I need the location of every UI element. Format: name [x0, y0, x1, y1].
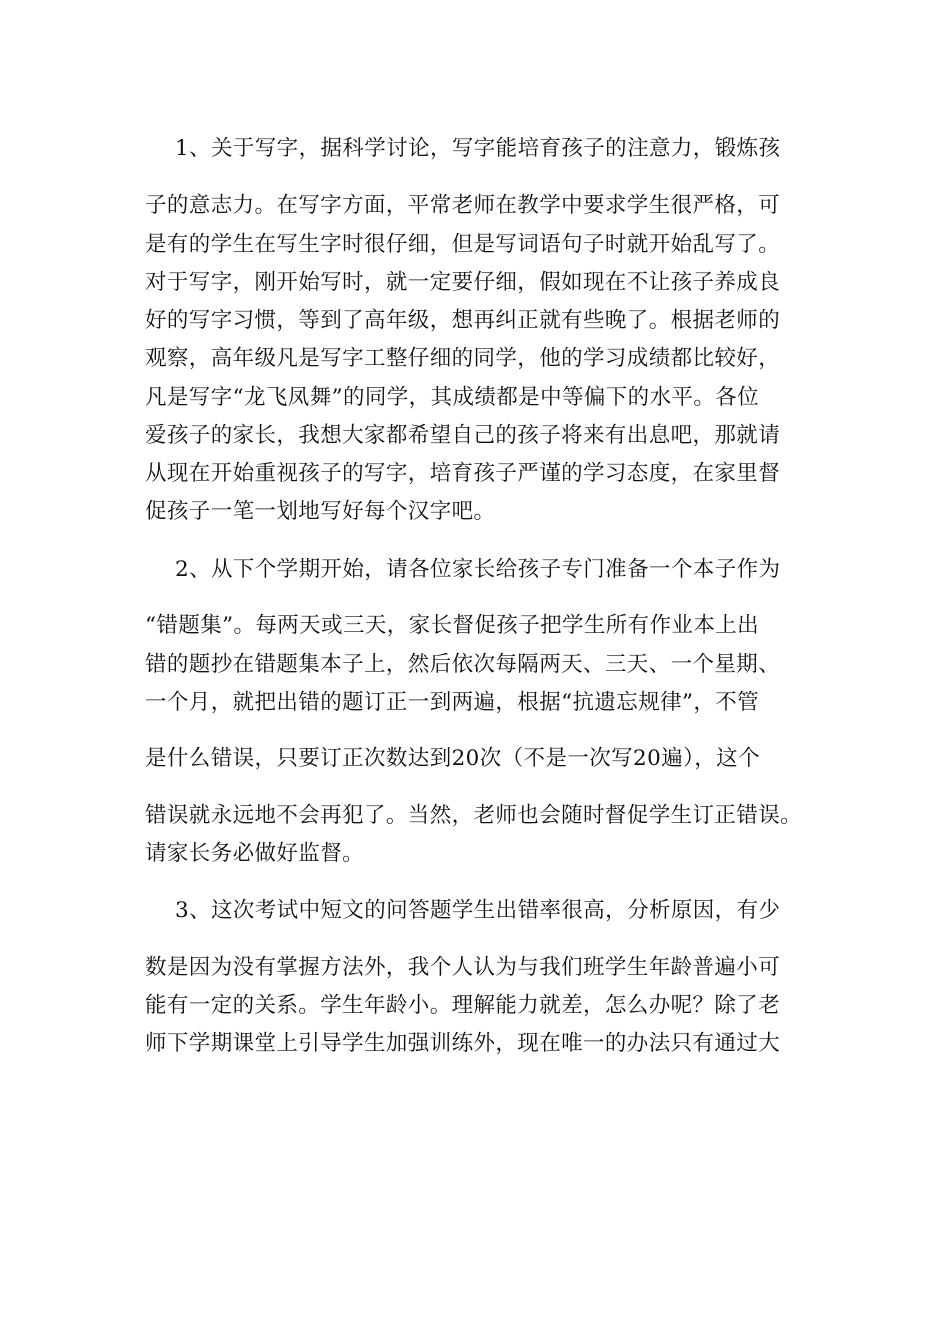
- paragraph-3-line-4: 师下学期课堂上引导学生加强训练外，现在唯一的办法只有通过大: [145, 1031, 781, 1056]
- paragraph-3-line-1: 3、这次考试中短文的问答题学生出错率很高，分析原因，有少: [175, 898, 781, 923]
- paragraph-1-line-4: 对于写字，刚开始写时，就一定要仔细，假如现在不让孩子养成良: [145, 270, 781, 295]
- paragraph-2-line-3: 错的题抄在错题集本子上，然后依次每隔两天、三天、一个星期、: [145, 652, 781, 677]
- paragraph-2-line-6: 错误就永远地不会再犯了。当然，老师也会随时督促学生订正错误。: [145, 803, 803, 828]
- paragraph-1-line-3: 是有的学生在写生字时很仔细，但是写词语句子时就开始乱写了。: [145, 232, 781, 257]
- paragraph-2-line-2: “错题集”。每两天或三天，家长督促孩子把学生所有作业本上出: [145, 613, 760, 638]
- paragraph-2-line-7: 请家长务必做好监督。: [145, 841, 365, 866]
- paragraph-1-line-7: 凡是写字“龙飞凤舞”的同学，其成绩都是中等偏下的水平。各位: [145, 385, 760, 410]
- paragraph-2-line-1: 2、从下个学期开始，请各位家长给孩子专门准备一个本子作为: [175, 557, 781, 582]
- paragraph-1-line-2: 子的意志力。在写字方面，平常老师在教学中要求学生很严格，可: [145, 193, 781, 218]
- paragraph-3-line-2: 数是因为没有掌握方法外，我个人认为与我们班学生年龄普遍小可: [145, 955, 781, 980]
- paragraph-2-line-5: 是什么错误，只要订正次数达到20次（不是一次写20遍），这个: [145, 746, 760, 771]
- paragraph-1-line-10: 促孩子一笔一划地写好每个汉字吧。: [145, 499, 496, 524]
- paragraph-1-line-1: 1、关于写字，据科学讨论，写字能培育孩子的注意力，锻炼孩: [175, 136, 781, 161]
- paragraph-2-line-4: 一个月，就把出错的题订正一到两遍，根据“抗遗忘规律”，不管: [145, 690, 760, 715]
- paragraph-1-line-5: 好的写字习惯，等到了高年级，想再纠正就有些晚了。根据老师的: [145, 308, 781, 333]
- paragraph-1-line-6: 观察，高年级凡是写字工整仔细的同学，他的学习成绩都比较好，: [145, 346, 781, 371]
- paragraph-3-line-3: 能有一定的关系。学生年龄小。理解能力就差，怎么办呢？除了老: [145, 993, 781, 1018]
- paragraph-1-line-9: 从现在开始重视孩子的写字，培育孩子严谨的学习态度，在家里督: [145, 461, 781, 486]
- paragraph-1-line-8: 爱孩子的家长，我想大家都希望自己的孩子将来有出息吧，那就请: [145, 423, 781, 448]
